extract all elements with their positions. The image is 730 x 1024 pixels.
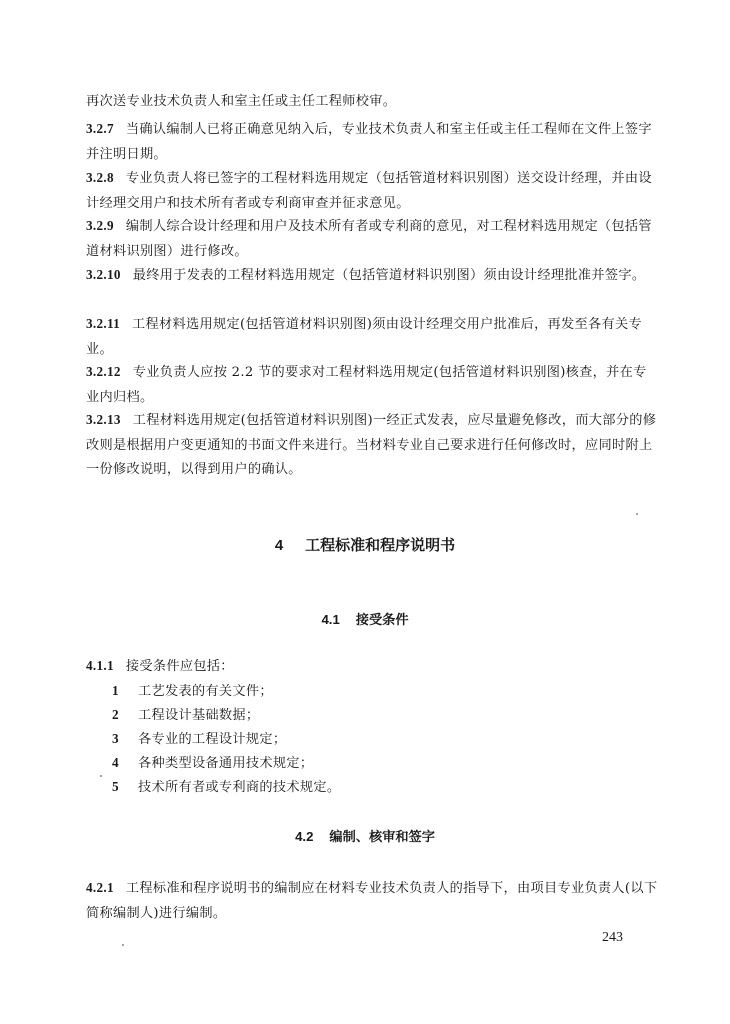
clause-3-2-8 xyxy=(86,166,658,216)
clause-text: 工程材料选用规定(包括管道材料识别图)一经正式发表，应尽量避免修改，而大部分的修改则是根据用户变更通知的书面文件来进行。当材料专业自己要求进行任何修改时，应同时附上一份修改说明，以得到用户的确认。 xyxy=(86,413,657,477)
clause-number: 3.2.11 xyxy=(86,316,121,331)
clause-number: 3.2.8 xyxy=(86,170,114,185)
clause-3-2-12 xyxy=(86,360,658,410)
list-text: 技术所有者或专利商的技术规定。 xyxy=(138,780,341,795)
clause-3-2-11 xyxy=(86,312,658,362)
list-item xyxy=(112,679,273,704)
section-number: 4.2 xyxy=(295,829,314,844)
clause-number: 3.2.9 xyxy=(86,218,114,233)
list-number: 4 xyxy=(112,755,119,770)
clause-number: 3.2.7 xyxy=(86,121,114,136)
clause-number: 4.2.1 xyxy=(86,880,114,895)
clause-text: 专业负责人将已签字的工程材料选用规定（包括管道材料识别图）送交设计经理，并由设计经理交用户和技术所有者或专利商审查并征求意见。 xyxy=(86,171,652,211)
clause-3-2-10 xyxy=(86,263,658,289)
chapter-number: 4 xyxy=(274,537,284,554)
clause-4-1-1 xyxy=(86,654,658,680)
page-number: 243 xyxy=(602,930,623,945)
list-number: 2 xyxy=(112,707,119,722)
list-number: 5 xyxy=(112,779,119,794)
section-number: 4.1 xyxy=(321,612,340,627)
clause-text: 当确认编制人已将正确意见纳入后，专业技术负责人和室主任或主任工程师在文件上签字并注明日期。 xyxy=(86,122,652,162)
clause-3-2-13 xyxy=(86,408,658,483)
list-text: 各专业的工程设计规定； xyxy=(138,732,287,747)
clause-number: 3.2.10 xyxy=(86,267,121,282)
list-number: 3 xyxy=(112,731,119,746)
clause-3-2-7 xyxy=(86,117,658,167)
list-text: 工程设计基础数据； xyxy=(138,708,260,723)
list-item xyxy=(112,727,286,752)
clause-3-2-9 xyxy=(86,214,658,264)
scan-speck xyxy=(100,775,102,777)
clause-number: 3.2.12 xyxy=(86,364,121,379)
clause-4-2-1 xyxy=(86,876,658,926)
section-heading-4-2 xyxy=(0,826,730,845)
list-item xyxy=(112,703,259,728)
section-heading-4-1 xyxy=(0,609,730,628)
section-title: 编制、核审和签字 xyxy=(329,830,435,845)
clause-text: 接受条件应包括： xyxy=(125,659,234,674)
clause-text: 专业负责人应按 2.2 节的要求对工程材料选用规定(包括管道材料识别图)核查，并在专业内归档。 xyxy=(86,365,647,405)
clause-text: 工程标准和程序说明书的编制应在材料专业技术负责人的指导下，由项目专业负责人(以下简称编制人)进行编制。 xyxy=(86,881,658,921)
clause-text: 编制人综合设计经理和用户及技术所有者或专利商的意见，对工程材料选用规定（包括管道材料识别图）进行修改。 xyxy=(86,219,652,259)
clause-number: 4.1.1 xyxy=(86,658,114,673)
list-item xyxy=(112,775,340,800)
list-item xyxy=(112,751,313,776)
clause-text: 最终用于发表的工程材料选用规定（包括管道材料识别图）须由设计经理批准并签字。 xyxy=(132,268,646,283)
chapter-title: 工程标准和程序说明书 xyxy=(305,536,456,554)
list-text: 各种类型设备通用技术规定； xyxy=(138,756,314,771)
paragraph-continued: 再次送专业技术负责人和室主任或主任工程师校审。 xyxy=(86,94,397,109)
clause-text: 工程材料选用规定(包括管道材料识别图)须由设计经理交用户批准后，再发至各有关专业。 xyxy=(86,317,642,357)
scan-speck xyxy=(636,513,638,515)
section-title: 接受条件 xyxy=(355,613,409,628)
scan-speck xyxy=(122,944,124,946)
list-number: 1 xyxy=(112,683,119,698)
clause-number: 3.2.13 xyxy=(86,412,121,427)
chapter-heading xyxy=(0,534,730,555)
list-text: 工艺发表的有关文件； xyxy=(138,684,273,699)
